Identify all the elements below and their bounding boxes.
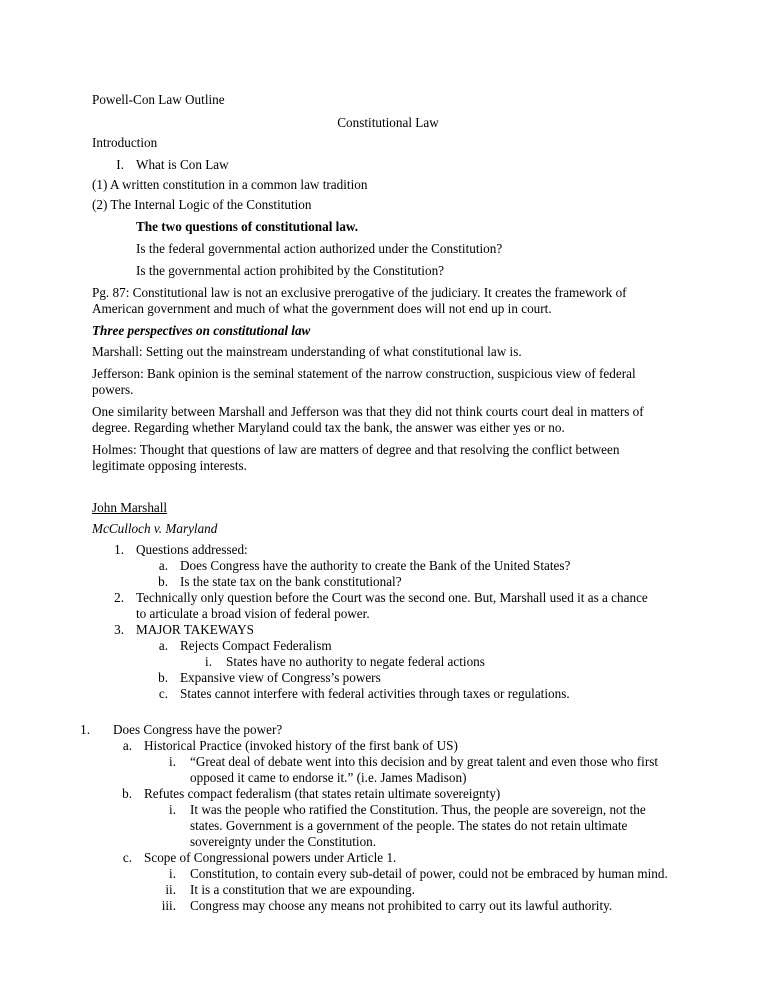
outline-item: Scope of Congressional powers under Article 1. xyxy=(144,850,397,865)
outline-marker: b. xyxy=(122,786,132,801)
document-header: Powell-Con Law Outline xyxy=(92,92,225,107)
paragraph-line: Pg. 87: Constitutional law is not an exclusive prerogative of the judiciary. It creates the framework of xyxy=(92,285,627,300)
outline-item: MAJOR TAKEWAYS xyxy=(136,622,255,637)
paragraph-line: Marshall: Setting out the mainstream understanding of what constitutional law is. xyxy=(92,344,522,359)
outline-marker: c. xyxy=(122,850,132,865)
paragraph-line: Jefferson: Bank opinion is the seminal statement of the narrow construction, suspicious view of federal xyxy=(92,366,636,381)
outline-marker: b. xyxy=(158,670,168,685)
outline-item: states. Government is a government of the people. The states do not retain ultimate xyxy=(190,818,628,833)
document-title: Constitutional Law xyxy=(337,115,439,130)
outline-marker: i. xyxy=(169,754,176,769)
outline-marker: 1. xyxy=(80,722,90,737)
section-heading-john-marshall: John Marshall xyxy=(92,500,168,515)
outline-marker: a. xyxy=(158,558,168,573)
outline-item: Expansive view of Congress’s powers xyxy=(180,670,381,685)
outline-marker: c. xyxy=(158,686,168,701)
outline-item: What is Con Law xyxy=(136,157,229,172)
subheading-perspectives: Three perspectives on constitutional law xyxy=(92,323,311,338)
roman-marker: I. xyxy=(116,157,124,172)
outline-marker: i. xyxy=(169,866,176,881)
outline-item: (1) A written constitution in a common law tradition xyxy=(92,177,368,192)
outline-marker: iii. xyxy=(161,898,176,913)
outline-marker: a. xyxy=(158,638,168,653)
outline-marker: 2. xyxy=(114,590,124,605)
outline-item: Refutes compact federalism (that states retain ultimate sovereignty) xyxy=(144,786,501,801)
outline-item: Rejects Compact Federalism xyxy=(180,638,332,653)
outline-marker: 3. xyxy=(114,622,124,637)
outline-item: opposed it came to endorse it.” (i.e. James Madison) xyxy=(190,770,467,785)
case-name: McCulloch v. Maryland xyxy=(92,521,218,536)
outline-item: Historical Practice (invoked history of the first bank of US) xyxy=(144,738,458,753)
paragraph-line: One similarity between Marshall and Jefferson was that they did not think courts court deal in matters of xyxy=(92,404,644,419)
outline-item: States have no authority to negate federal actions xyxy=(226,654,485,669)
outline-item: sovereignty under the Constitution. xyxy=(190,834,377,849)
question-text: Is the governmental action prohibited by the Constitution? xyxy=(136,263,445,278)
outline-item: Does Congress have the power? xyxy=(113,722,283,737)
paragraph-line: degree. Regarding whether Maryland could tax the bank, the answer was either yes or no. xyxy=(92,420,565,435)
outline-marker: i. xyxy=(205,654,212,669)
outline-marker: b. xyxy=(158,574,168,589)
outline-item: Congress may choose any means not prohibited to carry out its lawful authority. xyxy=(190,898,613,913)
outline-item: Questions addressed: xyxy=(136,542,248,557)
paragraph-line: Holmes: Thought that questions of law are matters of degree and that resolving the conflict between xyxy=(92,442,620,457)
question-text: Is the federal governmental action authorized under the Constitution? xyxy=(136,241,503,256)
subheading-two-questions: The two questions of constitutional law. xyxy=(136,219,359,234)
outline-marker: i. xyxy=(169,802,176,817)
outline-item: It was the people who ratified the Constitution. Thus, the people are sovereign, not the xyxy=(190,802,646,817)
outline-item: (2) The Internal Logic of the Constitution xyxy=(92,197,312,212)
section-heading-introduction: Introduction xyxy=(92,135,158,150)
outline-item: States cannot interfere with federal activities through taxes or regulations. xyxy=(180,686,570,701)
outline-item: to articulate a broad vision of federal power. xyxy=(136,606,370,621)
outline-item: It is a constitution that we are expounding. xyxy=(190,882,415,897)
outline-item: Does Congress have the authority to create the Bank of the United States? xyxy=(180,558,571,573)
outline-marker: 1. xyxy=(114,542,124,557)
paragraph-line: legitimate opposing interests. xyxy=(92,458,247,473)
paragraph-line: powers. xyxy=(92,382,134,397)
outline-marker: ii. xyxy=(165,882,176,897)
outline-item: “Great deal of debate went into this decision and by great talent and even those who first xyxy=(190,754,659,769)
paragraph-line: American government and much of what the government does will not end up in court. xyxy=(92,301,552,316)
outline-item: Constitution, to contain every sub-detail of power, could not be embraced by human mind. xyxy=(190,866,668,881)
outline-item: Technically only question before the Court was the second one. But, Marshall used it as a chance xyxy=(136,590,648,605)
outline-marker: a. xyxy=(122,738,132,753)
outline-item: Is the state tax on the bank constitutional? xyxy=(180,574,402,589)
